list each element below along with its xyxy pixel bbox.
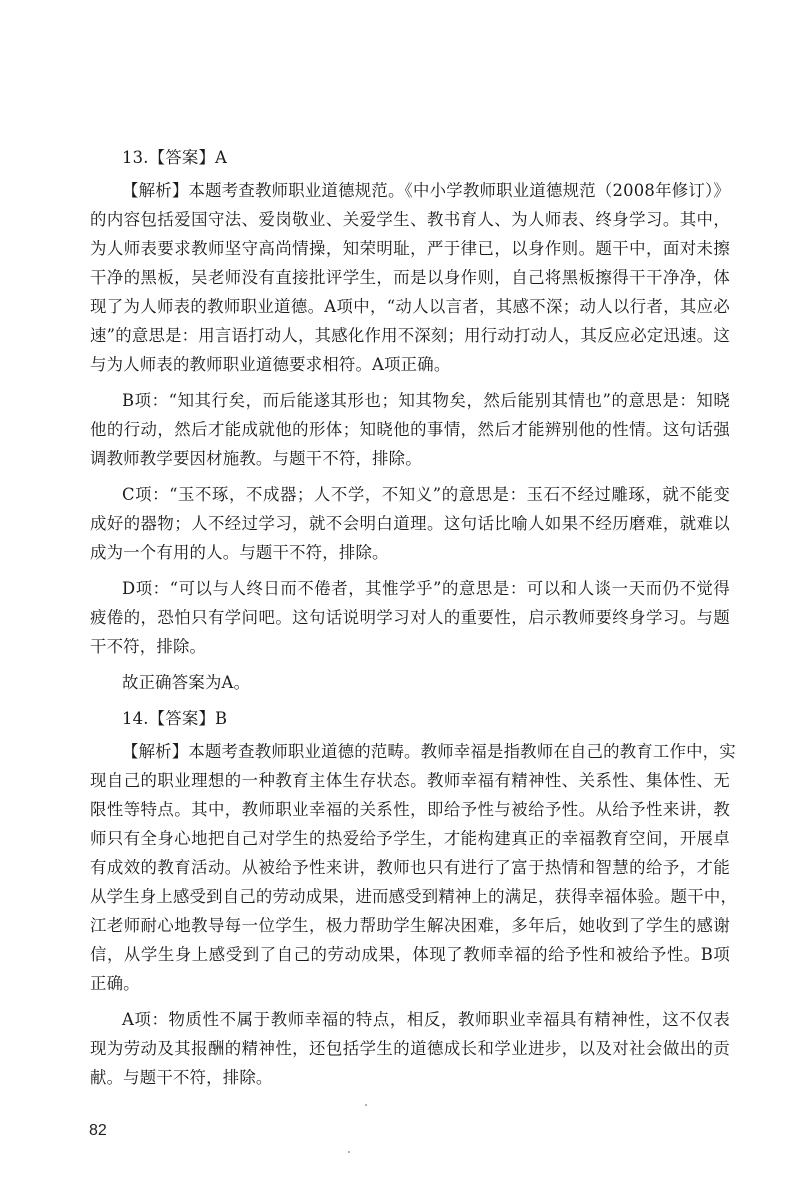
text-line: 现了为人师表的教师职业道德。A项中，“动人以言者，其感不深；动人以行者，其应必: [90, 297, 730, 316]
page-number: 82: [89, 1122, 107, 1139]
text-line: B项：“知其行矣，而后能遂其形也；知其物矣，然后能别其情也”的意思是：知晓: [122, 391, 730, 410]
text-line: D项：“可以与人终日而不倦者，其惟学乎”的意思是：可以和人谈一天而仍不觉得: [122, 579, 730, 598]
answer-heading-13: 13.【答案】A: [122, 148, 228, 167]
text-line: 干净的黑板，吴老师没有直接批评学生，而是以身作则，自己将黑板擦得干干净净，体: [90, 268, 730, 287]
text-line: 与为人师表的教师职业道德要求相符。A项正确。: [90, 355, 451, 374]
text-line: 【解析】本题考查教师职业道德的范畴。教师幸福是指教师在自己的教育工作中，实: [122, 742, 736, 761]
text-line: 献。与题干不符，排除。: [90, 1068, 273, 1087]
text-line: 现自己的职业理想的一种教育主体生存状态。教师幸福有精神性、关系性、集体性、无: [90, 771, 730, 790]
text-line: 调教师教学要因材施教。与题干不符，排除。: [90, 449, 422, 468]
text-line: 现为劳动及其报酬的精神性，还包括学生的道德成长和学业进步，以及对社会做出的贡: [90, 1039, 730, 1058]
text-line: 为人师表要求教师坚守高尚情操，知荣明耻，严于律已，以身作则。题干中，面对未擦: [90, 239, 730, 258]
text-line: 有成效的教育活动。从被给予性来讲，教师也只有进行了富于热情和智慧的给予，才能: [90, 858, 730, 877]
text-line: 干不符，排除。: [90, 637, 207, 656]
text-line: 限性等特点。其中，教师职业幸福的关系性，即给予性与被给予性。从给予性来讲，教: [90, 800, 730, 819]
text-line: 他的行动，然后才能成就他的形体；知晓他的事情，然后才能辨别他的性情。这句话强: [90, 420, 730, 439]
text-line: A项：物质性不属于教师幸福的特点，相反，教师职业幸福具有精神性，这不仅表: [122, 1010, 730, 1029]
scan-speck: [348, 1151, 350, 1153]
text-line: 江老师耐心地教导每一位学生，极力帮助学生解决困难，多年后，她收到了学生的感谢: [90, 916, 730, 935]
text-line: 信，从学生身上感受到了自己的劳动成果，体现了教师幸福的给予性和被给予性。B项: [90, 945, 730, 964]
text-line: 成好的器物；人不经过学习，就不会明白道理。这句话比喻人如果不经历磨难，就难以: [90, 514, 730, 533]
conclusion-line: 故正确答案为A。: [122, 673, 251, 692]
answer-heading-14: 14.【答案】B: [122, 709, 228, 728]
page-content: [90, 143, 738, 1092]
text-line: C项：“玉不琢，不成器；人不学，不知义”的意思是：玉石不经过雕琢，就不能变: [122, 485, 730, 504]
text-line: 成为一个有用的人。与题干不符，排除。: [90, 543, 389, 562]
text-line: 从学生身上感受到自己的劳动成果，进而感受到精神上的满足，获得幸福体验。题干中，: [90, 887, 738, 906]
scan-speck: [365, 1104, 367, 1106]
text-line: 的内容包括爱国守法、爱岗敬业、关爱学生、教书育人、为人师表、终身学习。其中，: [90, 210, 730, 229]
text-line: 疲倦的，恐怕只有学问吧。这句话说明学习对人的重要性，启示教师要终身学习。与题: [90, 608, 730, 627]
text-line: 速”的意思是：用言语打动人，其感化作用不深刻；用行动打动人，其反应必定迅速。这: [90, 326, 730, 345]
text-line: 正确。: [90, 974, 140, 993]
text-line: 【解析】本题考查教师职业道德规范。《中小学教师职业道德规范（2008年修订）》: [122, 181, 730, 200]
text-line: 师只有全身心地把自己对学生的热爱给予学生，才能构建真正的幸福教育空间，开展卓: [90, 829, 730, 848]
